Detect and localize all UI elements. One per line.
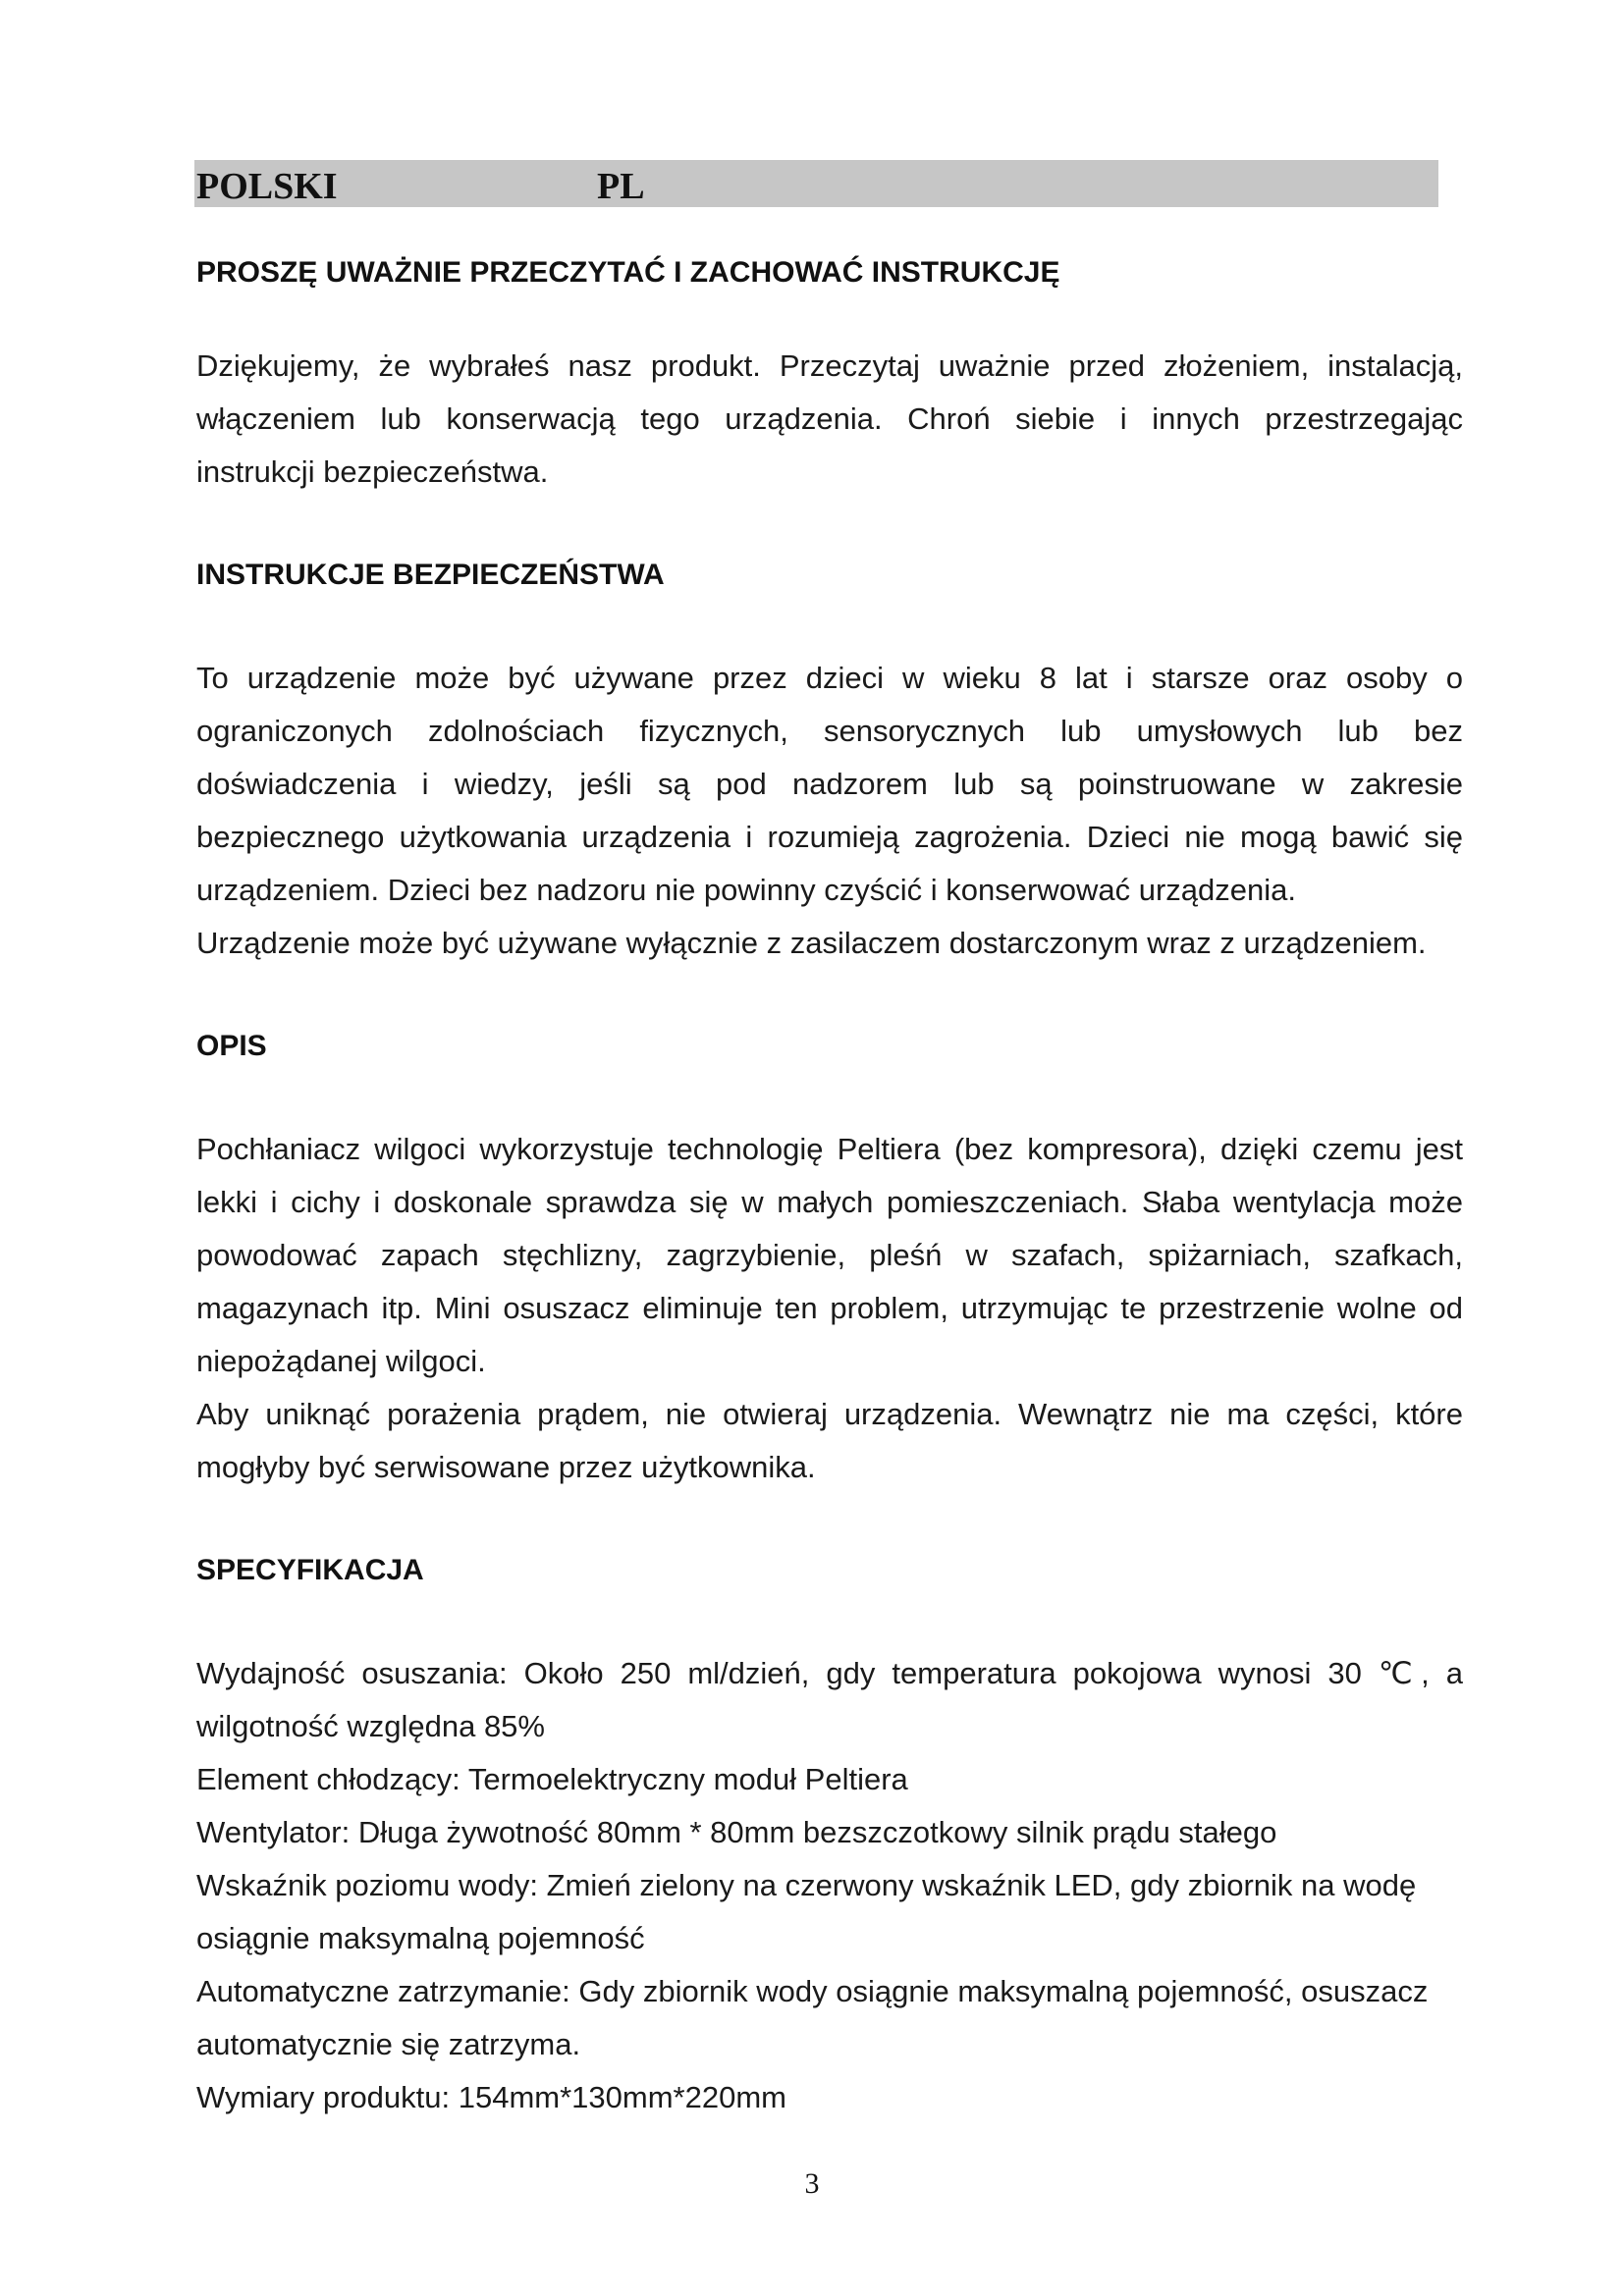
section-heading-specification: SPECYFIKACJA <box>196 1554 424 1586</box>
section-heading-description: OPIS <box>196 1030 267 1062</box>
spec-line: Element chłodzący: Termoelektryczny moduł Peltiera <box>196 1762 908 1796</box>
text-line: bezpiecznego użytkowania urządzenia i rozumieją zagrożenia. Dzieci nie mogą bawić się <box>196 820 1463 854</box>
intro-paragraph <box>196 340 1463 499</box>
document-body <box>196 253 1463 2124</box>
spec-line: Wentylator: Długa żywotność 80mm * 80mm bezszczotkowy silnik prądu stałego <box>196 1815 1277 1849</box>
text-line: włączeniem lub konserwacją tego urządzenia. Chroń siebie i innych przestrzegając <box>196 401 1463 436</box>
safety-paragraph <box>196 652 1463 970</box>
spec-line: wilgotność względna 85% <box>196 1709 545 1743</box>
spec-line: osiągnie maksymalną pojemność <box>196 1921 645 1955</box>
description-paragraph <box>196 1123 1463 1494</box>
spec-line: Automatyczne zatrzymanie: Gdy zbiornik wody osiągnie maksymalną pojemność, osuszacz <box>196 1974 1429 2008</box>
language-code: PL <box>597 166 645 207</box>
spec-line: Wskaźnik poziomu wody: Zmień zielony na czerwony wskaźnik LED, gdy zbiornik na wodę <box>196 1868 1417 1902</box>
text-line: doświadczenia i wiedzy, jeśli są pod nadzorem lub są poinstruowane w zakresie <box>196 767 1463 801</box>
text-line: Aby uniknąć porażenia prądem, nie otwieraj urządzenia. Wewnątrz nie ma części, które <box>196 1397 1463 1431</box>
specification-paragraph <box>196 1647 1463 2124</box>
spec-line: Wymiary produktu: 154mm*130mm*220mm <box>196 2080 786 2114</box>
text-line: urządzeniem. Dzieci bez nadzoru nie powinny czyścić i konserwować urządzenia. <box>196 873 1296 907</box>
text-line: niepożądanej wilgoci. <box>196 1344 486 1378</box>
text-line: Urządzenie może być używane wyłącznie z zasilaczem dostarczonym wraz z urządzeniem. <box>196 926 1427 960</box>
section-heading-safety: INSTRUKCJE BEZPIECZEŃSTWA <box>196 559 665 591</box>
section-heading-read-instructions: PROSZĘ UWAŻNIE PRZECZYTAĆ I ZACHOWAĆ INSTRUKCJĘ <box>196 256 1060 289</box>
text-line: ograniczonych zdolnościach fizycznych, sensorycznych lub umysłowych lub bez <box>196 714 1463 748</box>
language-name: POLSKI <box>196 166 338 207</box>
text-line: To urządzenie może być używane przez dzieci w wieku 8 lat i starsze oraz osoby o <box>196 661 1463 695</box>
text-line: powodować zapach stęchlizny, zagrzybienie, pleśń w szafach, spiżarniach, szafkach, <box>196 1238 1463 1272</box>
text-line: lekki i cichy i doskonale sprawdza się w małych pomieszczeniach. Słaba wentylacja może <box>196 1185 1463 1219</box>
language-header-bar <box>194 160 1438 207</box>
text-line: instrukcji bezpieczeństwa. <box>196 454 549 489</box>
spec-line: Wydajność osuszania: Około 250 ml/dzień, gdy temperatura pokojowa wynosi 30 ℃, a <box>196 1656 1463 1690</box>
text-line: Pochłaniacz wilgoci wykorzystuje technologię Peltiera (bez kompresora), dzięki czemu jest <box>196 1132 1463 1166</box>
text-line: magazynach itp. Mini osuszacz eliminuje ten problem, utrzymując te przestrzenie wolne od <box>196 1291 1463 1325</box>
spec-line: automatycznie się zatrzyma. <box>196 2027 581 2061</box>
text-line: mogłyby być serwisowane przez użytkownika. <box>196 1450 816 1484</box>
text-line: Dziękujemy, że wybrałeś nasz produkt. Przeczytaj uważnie przed złożeniem, instalacją, <box>196 348 1463 383</box>
page-number: 3 <box>804 2167 820 2200</box>
